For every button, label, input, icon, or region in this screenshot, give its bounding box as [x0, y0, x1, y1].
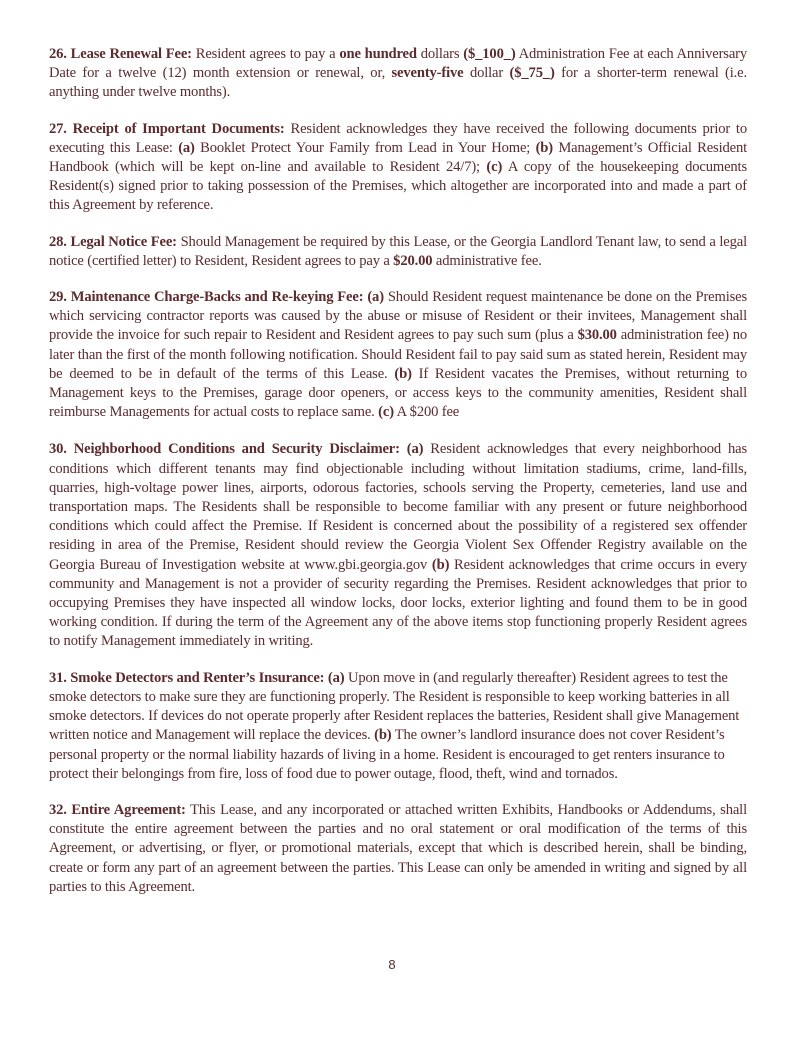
section-31-smoke-detectors-insurance: [49, 669, 747, 784]
page-number: 8: [388, 957, 396, 972]
body-text: A copy of the housekeeping documents Resident(s) signed prior to taking possession of the Premises, which altogether are incorporated into and made a part of this Agreement by reference.: [49, 159, 747, 214]
body-text: If Resident vacates the Premises, without returning to Management keys to the Premises, garage door openers, or access keys to the community amenities, Resident shall reimburse Managements for actual costs to replace same.: [49, 365, 747, 421]
section-heading: 30. Neighborhood Conditions and Security Disclaimer:: [49, 441, 400, 458]
section-body: [49, 289, 747, 420]
section-26-lease-renewal-fee: [49, 45, 747, 103]
bold-text: (b): [374, 727, 392, 744]
body-text: A $200 fee: [393, 404, 460, 421]
body-text: Administration Fee at each Anniversary Date for a twelve (12) month extension or renewal, or,: [49, 46, 748, 82]
body-text: This Lease, and any incorporated or attached written Exhibits, Handbooks or Addendums, shall constitute the entire agreement between the parties and no oral statement or oral modification of the terms of this Agreement, or advertising, or flyer, or promotional materials, except that which is described herein, shall be binding, create or form any part of an agreement between the parties. This Lease can only be amended in writing and signed by all parties to this Agreement.: [49, 801, 747, 895]
body-text: dollars: [416, 46, 464, 62]
section-body: [49, 441, 747, 649]
bold-text: (b): [431, 556, 450, 573]
bold-text: $30.00: [577, 327, 617, 344]
bold-text: one hundred: [339, 46, 417, 62]
body-text: administrative fee.: [432, 252, 542, 269]
section-heading: 29. Maintenance Charge-Backs and Re-keying Fee:: [49, 289, 364, 306]
body-text: Should Management be required by this Lease, or the Georgia Landlord Tenant law, to send a legal notice (certified letter) to Resident, Resident agrees to pay a: [49, 233, 747, 269]
bold-text: (c): [486, 159, 503, 176]
body-text: Management’s Official Resident Handbook (which will be kept on-line and available to Resident 24/7);: [49, 139, 747, 176]
bold-text: ($_100_): [463, 46, 516, 62]
body-text: Resident agrees to pay a: [191, 46, 340, 62]
section-30-neighborhood-conditions: [49, 440, 747, 651]
section-27-receipt-of-important-documents: [49, 120, 747, 216]
bold-text: $20.00: [393, 252, 433, 269]
body-text: Should Resident request maintenance be done on the Premises which servicing contractor reports was caused by the abuse or misuse of Resident or their invitees, Management shall provide the invoice for such repair to Resident and Resident agrees to pay such sum (plus a: [49, 289, 748, 344]
bold-text: ($_75_): [509, 65, 555, 82]
section-heading: 28. Legal Notice Fee:: [49, 233, 177, 250]
body-text: Resident acknowledges that crime occurs in every community and Management is not a provider of security regarding the Premises. Resident acknowledges that prior to occupying Premises they have inspected all window locks, door locks, exterior lighting and found them to be in good working condition. If during the term of the Agreement any of the above items stop functioning properly Resident agrees to notify Management immediately in writing.: [49, 556, 747, 650]
section-heading: 27. Receipt of Important Documents:: [49, 120, 285, 137]
section-28-legal-notice-fee: [49, 233, 747, 271]
body-text: [400, 441, 407, 457]
section-body: [49, 670, 739, 782]
document-page: [49, 45, 747, 913]
section-heading: 31. Smoke Detectors and Renter’s Insurance:: [49, 669, 325, 686]
section-heading: 32. Entire Agreement:: [49, 801, 186, 818]
bold-text: (b): [535, 139, 553, 156]
bold-text: (b): [394, 365, 412, 382]
bold-text: (a): [406, 441, 424, 458]
bold-text: (a): [327, 669, 345, 686]
body-text: Resident acknowledges that every neighborhood has conditions which different tenants may find objectionable including without limitation stadiums, crime, land-fills, quarries, high-voltage power lines, airports, odorous factories, schools serving the Property, cemeteries, land use and transportation maps. The Residents shall be responsible to become familiar with any present or future neighborhood conditions which could affect the Premise. If Resident is concerned about the possibility of a registered sex offender residing in area of the Premise, Resident should review the Georgia Violent Sex Offender Registry available on the Georgia Bureau of Investigation website at www.gbi.georgia.gov: [49, 441, 747, 573]
body-text: Resident acknowledges they have received the following documents prior to executing this Lease:: [49, 120, 747, 156]
body-text: dollar: [463, 65, 510, 82]
bold-text: (a): [178, 139, 195, 156]
body-text: The owner’s landlord insurance does not cover Resident’s personal property or the normal liability hazards of living in a home. Resident is encouraged to get renters insurance to protect their belongings from fire, loss of food due to power outage, flood, theft, wind and tornados.: [49, 727, 725, 782]
body-text: Upon move in (and regularly thereafter) Resident agrees to test the smoke detectors to make sure they are functioning properly. The Resident is responsible to keep working batteries in all smoke detectors. If devices do not operate properly after Resident replaces the batteries, Resident shall give Management written notice and Management will replace the devices.: [49, 669, 740, 744]
body-text: administration fee) no later than the first of the month following notification. Should Resident fail to pay said sum as stated herein, Resident may be deemed to be in default of the terms of this Lease.: [49, 327, 747, 382]
bold-text: (c): [378, 404, 394, 421]
section-32-entire-agreement: [49, 801, 747, 897]
bold-text: seventy-five: [391, 65, 464, 82]
bold-text: (a): [367, 289, 384, 306]
body-text: for a shorter-term renewal (i.e. anything under twelve months).: [49, 65, 747, 101]
section-heading: 26. Lease Renewal Fee:: [49, 46, 192, 62]
body-text: Booklet Protect Your Family from Lead in Your Home;: [194, 139, 536, 156]
section-29-maintenance-charge-backs: [49, 288, 747, 422]
